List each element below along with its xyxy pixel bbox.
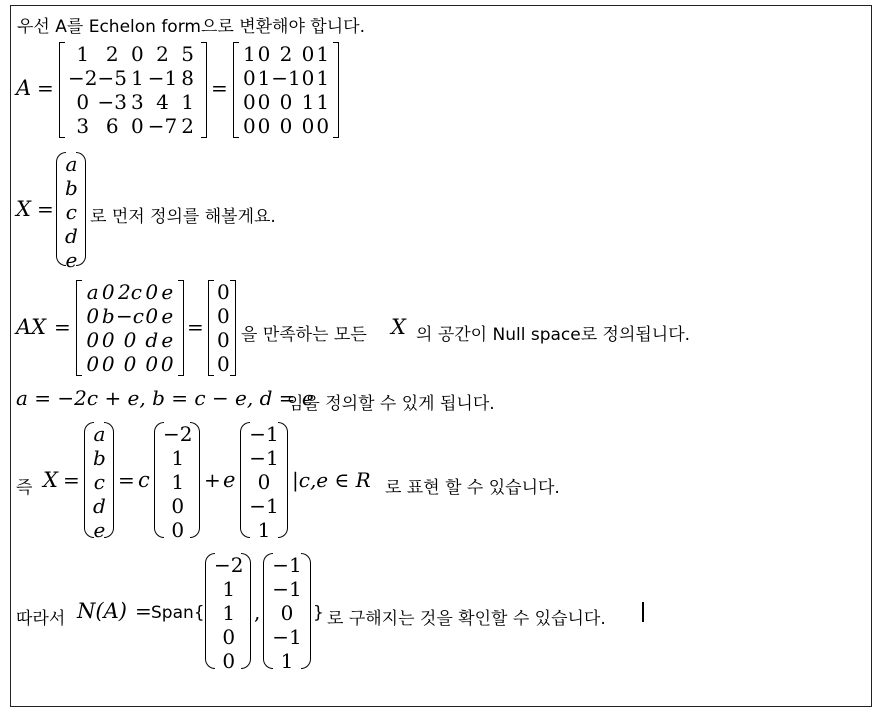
matrix-entry: 2 xyxy=(105,42,119,66)
vector-entry: b xyxy=(93,446,106,470)
matrix-entry: e xyxy=(161,304,174,328)
matrix-entry: 0 xyxy=(101,280,115,304)
vector-entry: 1 xyxy=(171,446,185,470)
matrix-entry: 0 xyxy=(123,352,137,376)
matrix-entry: 0 xyxy=(257,90,271,114)
vector-entry: e xyxy=(65,248,78,272)
document-body[interactable] xyxy=(10,5,872,707)
matrix-entry: 2 xyxy=(279,42,293,66)
matrix-entry: −3 xyxy=(97,90,127,114)
matrix-entry: 4 xyxy=(156,90,169,114)
matrix-entry: −7 xyxy=(147,114,178,138)
matrix-entry: 0 xyxy=(86,352,100,376)
matrix-entry: 1 xyxy=(76,42,90,66)
span-close: } xyxy=(313,603,324,623)
matrix-entry: 1 xyxy=(181,90,194,114)
span-text: 로 구해지는 것을 확인할 수 있습니다. xyxy=(327,609,606,629)
equals-sign: = xyxy=(118,468,135,492)
matrix-entry: −1 xyxy=(147,66,178,90)
x-symbol: X xyxy=(43,468,58,492)
equals-sign: = xyxy=(37,76,54,100)
matrix-entry: e xyxy=(161,328,174,352)
vector-entry: 1 xyxy=(222,601,236,625)
matrix-entry: d xyxy=(145,328,159,352)
span-vector-1 xyxy=(205,553,251,673)
vector-entry: 1 xyxy=(257,518,271,542)
param-text: 로 표현 할 수 있습니다. xyxy=(385,478,560,498)
matrix-entry: 8 xyxy=(181,66,194,90)
basis-vector-2 xyxy=(240,422,288,542)
matrix-entry: 0 xyxy=(101,328,115,352)
matrix-entry: 0 xyxy=(160,352,174,376)
vector-entry: −1 xyxy=(249,494,279,518)
matrix-entry: 0 xyxy=(279,90,293,114)
e-coefficient: e xyxy=(223,468,236,492)
matrix-entry: 2c xyxy=(118,280,142,304)
matrix-entry: 0 xyxy=(301,114,315,138)
equals-sign: = xyxy=(187,315,204,339)
vector-entry: 0 xyxy=(257,470,271,494)
matrix-entry: −2 xyxy=(68,66,98,90)
zero-vector xyxy=(208,280,236,376)
vector-entry: d xyxy=(65,224,78,248)
matrix-entry: 0 xyxy=(279,114,293,138)
matrix-entry: 6 xyxy=(105,114,119,138)
vector-entry: a xyxy=(65,152,78,176)
vector-entry: e xyxy=(93,518,106,542)
vector-entry: 1 xyxy=(222,577,236,601)
ax-matrix xyxy=(76,280,184,376)
matrix-entry: 0 xyxy=(130,42,144,66)
matrix-entry: 0 xyxy=(316,114,330,138)
matrix-entry: 0 xyxy=(257,114,271,138)
vector-entry: −2 xyxy=(214,553,244,577)
vector-entry: −1 xyxy=(249,446,279,470)
matrix-entry: 0 xyxy=(86,328,100,352)
matrix-entry: 0 xyxy=(242,66,256,90)
matrix-entry: −1 xyxy=(271,66,301,90)
matrix-entry: 2 xyxy=(181,114,194,138)
matrix-original xyxy=(59,42,207,138)
ax-text-1: 을 만족하는 모든 xyxy=(241,325,367,345)
text-cursor xyxy=(642,602,644,622)
x-vector xyxy=(56,152,86,272)
x-vector xyxy=(84,422,114,542)
vector-entry: 1 xyxy=(171,470,185,494)
vector-entry: −1 xyxy=(272,625,302,649)
ax-label: AX xyxy=(16,315,47,339)
vector-entry: b xyxy=(65,176,78,200)
equals-sign: = xyxy=(63,468,80,492)
vector-entry: −1 xyxy=(249,422,279,446)
vector-entry: 0 xyxy=(171,518,185,542)
matrix-entry: 0 xyxy=(130,114,144,138)
vector-entry: 0 xyxy=(217,352,230,376)
relations-text: 임을 정의할 수 있게 됩니다. xyxy=(287,394,495,414)
vector-entry: −1 xyxy=(272,577,302,601)
prefix-ttaraseo: 따라서 xyxy=(16,609,66,629)
equals-sign: = xyxy=(211,76,228,100)
matrix-entry: 0 xyxy=(301,66,315,90)
vector-entry: 0 xyxy=(217,304,230,328)
vector-entry: −2 xyxy=(163,422,193,446)
comma: , xyxy=(254,600,261,624)
x-definition-text: 로 먼저 정의를 해볼게요. xyxy=(90,207,276,227)
matrix-entry: 0 xyxy=(257,42,271,66)
matrix-entry: 0 xyxy=(242,90,256,114)
vector-entry: 0 xyxy=(217,280,230,304)
matrix-entry: 5 xyxy=(181,42,194,66)
equals-sign: = xyxy=(135,599,152,623)
matrix-entry: 0 xyxy=(145,280,159,304)
matrix-entry: 0 xyxy=(101,352,115,376)
matrix-entry: −5 xyxy=(97,66,127,90)
matrix-entry: 1 xyxy=(242,42,256,66)
matrix-a-label: A xyxy=(16,76,32,100)
vector-entry: −1 xyxy=(272,553,302,577)
matrix-entry: 1 xyxy=(316,66,330,90)
plus-sign: + xyxy=(204,468,221,492)
vector-entry: c xyxy=(93,470,105,494)
span-open: Span{ xyxy=(151,603,205,623)
c-coefficient: c xyxy=(138,468,150,492)
matrix-entry: a xyxy=(86,280,99,304)
vector-entry: 0 xyxy=(222,625,236,649)
matrix-entry: −c xyxy=(116,304,144,328)
intro-text: 우선 A를 Echelon form으로 변환해야 합니다. xyxy=(17,17,365,37)
vector-entry: c xyxy=(65,200,77,224)
x-symbol: X xyxy=(391,315,406,339)
vector-entry: d xyxy=(93,494,106,518)
matrix-entry: 0 xyxy=(123,328,137,352)
matrix-entry: 1 xyxy=(316,42,330,66)
matrix-entry: e xyxy=(161,280,174,304)
matrix-entry: 1 xyxy=(316,90,330,114)
prefix-jeuk: 즉 xyxy=(16,478,33,498)
vector-entry: 0 xyxy=(171,494,185,518)
matrix-entry: 3 xyxy=(130,90,144,114)
matrix-entry: 2 xyxy=(156,42,169,66)
matrix-echelon xyxy=(233,42,339,138)
matrix-entry: 0 xyxy=(242,114,256,138)
basis-vector-1 xyxy=(154,422,200,542)
equals-sign: = xyxy=(37,197,54,221)
vector-entry: 0 xyxy=(222,649,236,673)
null-space-label: N(A) xyxy=(77,599,127,623)
matrix-entry: 0 xyxy=(301,42,315,66)
span-vector-2 xyxy=(263,553,311,673)
matrix-entry: 1 xyxy=(257,66,271,90)
vector-entry: a xyxy=(93,422,106,446)
matrix-entry: 1 xyxy=(130,66,144,90)
x-label: X xyxy=(16,197,31,221)
matrix-entry: 0 xyxy=(145,352,159,376)
matrix-entry: 0 xyxy=(145,304,159,328)
condition: |c,e ∈ R xyxy=(292,468,371,492)
matrix-entry: b xyxy=(101,304,115,328)
equals-sign: = xyxy=(54,315,71,339)
vector-entry: 0 xyxy=(280,601,294,625)
matrix-entry: 0 xyxy=(76,90,90,114)
matrix-entry: 1 xyxy=(301,90,315,114)
ax-text-2: 의 공간이 Null space로 정의됩니다. xyxy=(416,325,691,345)
matrix-entry: 3 xyxy=(76,114,90,138)
vector-entry: 1 xyxy=(280,649,294,673)
matrix-entry: 0 xyxy=(86,304,100,328)
relations-math: a = −2c + e, b = c − e, d = e xyxy=(16,386,314,410)
vector-entry: 0 xyxy=(217,328,230,352)
